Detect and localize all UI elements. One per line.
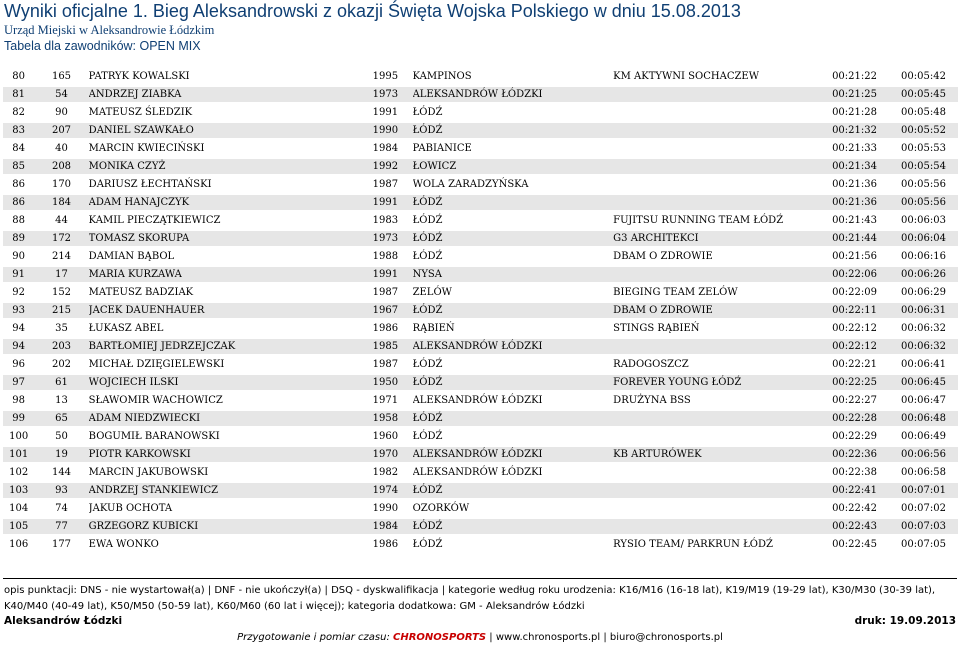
finish-time-cell: 00:22:36	[820, 447, 889, 462]
athlete-name-cell: TOMASZ SKORUPA	[89, 231, 359, 246]
place-cell: 101	[3, 447, 34, 462]
athlete-name-cell: DANIEL SZAWKAŁO	[89, 123, 359, 138]
athlete-name-cell: EWA WONKO	[88, 539, 159, 550]
bib-number-cell: 215	[34, 303, 88, 318]
bib-number-cell: 152	[51, 287, 72, 298]
bib-number-cell: 19	[34, 447, 88, 462]
team-cell	[613, 501, 820, 516]
place-cell: 80	[12, 71, 26, 82]
birth-year-cell: 1987	[372, 287, 399, 298]
bib-number-cell: 65	[34, 411, 88, 426]
bib-number-cell: 13	[55, 395, 68, 406]
scoring-legend: opis punktacji: DNS - nie wystartował(a) | DNF - nie ukończył(a) | DSQ - dyskwalifikacja | kategorie według roku urodzenia: K16/M16 (16-18 lat), K19/M19 (19-29 lat), K30/M30 (30-39 lat), K40/M40 (40-49 lat), K50/M50 (50-59 lat), K60/M60 (60 lat i więcej); kategoria dodatkowa: GM - Aleksandrów Łódzki	[4, 585, 936, 612]
bib-number-cell: 144	[51, 467, 72, 478]
pace-cell: 00:06:45	[889, 375, 958, 390]
finish-time-cell: 00:22:09	[832, 287, 877, 298]
bib-number-cell: 214	[51, 251, 72, 262]
birth-year-cell: 1991	[358, 195, 412, 210]
results-table	[3, 66, 958, 555]
birth-year-cell: 1967	[358, 303, 412, 318]
birth-year-cell: 1950	[358, 375, 412, 390]
place-cell: 91	[3, 267, 34, 282]
pace-cell: 00:05:56	[889, 195, 958, 210]
team-cell: DBAM O ZDROWIE	[613, 303, 820, 318]
birth-year-cell: 1984	[372, 143, 399, 154]
team-cell	[613, 483, 820, 498]
results-header	[4, 0, 741, 54]
print-date: druk: 19.09.2013	[854, 615, 956, 627]
pace-cell: 00:05:53	[901, 143, 946, 154]
place-cell: 98	[12, 395, 26, 406]
table-row	[3, 69, 958, 84]
athlete-name-cell: BOGUMIŁ BARANOWSKI	[88, 431, 220, 442]
finish-time-cell: 00:21:44	[820, 231, 889, 246]
athlete-name-cell: ADAM NIEDZWIECKI	[89, 411, 359, 426]
finish-time-cell: 00:21:36	[832, 179, 877, 190]
pace-cell: 00:07:05	[901, 539, 946, 550]
finish-time-cell: 00:21:22	[832, 71, 877, 82]
table-row	[3, 465, 958, 480]
bib-number-cell: 74	[55, 503, 68, 514]
place-cell: 103	[3, 483, 34, 498]
place-cell: 86	[12, 179, 26, 190]
bib-number-cell: 202	[51, 359, 72, 370]
page-title: Wyniki oficjalne 1. Bieg Aleksandrowski z okazji Święta Wojska Polskiego w dniu 15.08.2013	[4, 1, 741, 21]
table-row	[3, 105, 958, 120]
athlete-name-cell: ANDRZEJ STANKIEWICZ	[89, 483, 359, 498]
athlete-name-cell: ŁUKASZ ABEL	[88, 323, 164, 334]
pace-cell: 00:06:04	[889, 231, 958, 246]
finish-time-cell: 00:22:27	[832, 395, 877, 406]
athlete-name-cell: SŁAWOMIR WACHOWICZ	[88, 395, 223, 406]
birth-year-cell: 1984	[358, 519, 412, 534]
finish-time-cell: 00:22:29	[832, 431, 877, 442]
team-cell: RYSIO TEAM/ PARKRUN ŁÓDŹ	[613, 539, 773, 550]
city-cell: ŁÓDŹ	[412, 251, 443, 262]
finish-time-cell: 00:22:06	[820, 267, 889, 282]
team-cell	[613, 411, 820, 426]
pace-cell: 00:05:56	[901, 179, 946, 190]
finish-time-cell: 00:21:56	[832, 251, 877, 262]
pace-cell: 00:06:48	[889, 411, 958, 426]
place-cell: 85	[3, 159, 34, 174]
birth-year-cell: 1985	[358, 339, 412, 354]
city-cell: NYSA	[413, 267, 614, 282]
team-cell: RADOGOSZCZ	[613, 359, 689, 370]
pace-cell: 00:05:48	[901, 107, 946, 118]
footer-info-row	[0, 615, 960, 631]
finish-time-cell: 00:22:38	[832, 467, 877, 478]
finish-time-cell: 00:22:12	[820, 339, 889, 354]
page-footer	[0, 578, 960, 645]
place-cell: 102	[9, 467, 29, 478]
team-cell: BIEGING TEAM ZELÓW	[613, 287, 738, 298]
team-cell	[613, 105, 820, 120]
place-cell: 100	[9, 431, 29, 442]
timing-credit	[0, 631, 960, 645]
team-cell	[613, 87, 820, 102]
athlete-name-cell: KAMIL PIECZĄTKIEWICZ	[88, 215, 221, 226]
city-cell: ŁÓDŹ	[413, 303, 614, 318]
finish-time-cell: 00:22:43	[820, 519, 889, 534]
place-cell: 99	[3, 411, 34, 426]
city-cell: ŁÓDŹ	[413, 123, 614, 138]
results-table-body	[3, 69, 958, 552]
pace-cell: 00:05:54	[889, 159, 958, 174]
athlete-name-cell: MARCIN KWIECIŃSKI	[88, 143, 205, 154]
birth-year-cell: 1988	[372, 251, 399, 262]
table-row	[3, 393, 958, 408]
bib-number-cell: 203	[34, 339, 88, 354]
birth-year-cell: 1986	[372, 539, 399, 550]
table-row	[3, 303, 958, 318]
credit-prefix: Przygotowanie i pomiar czasu:	[237, 632, 390, 643]
city-cell: ŁÓDŹ	[413, 483, 614, 498]
finish-time-cell: 00:22:45	[832, 539, 877, 550]
team-cell: KM AKTYWNI SOCHACZEW	[613, 71, 760, 82]
birth-year-cell: 1991	[372, 107, 399, 118]
city-cell: ŁÓDŹ	[413, 195, 614, 210]
city-cell: ŁOWICZ	[413, 159, 614, 174]
finish-time-cell: 00:22:42	[832, 503, 877, 514]
city-cell: ALEKSANDRÓW ŁÓDZKI	[412, 395, 543, 406]
place-cell: 82	[12, 107, 26, 118]
city-cell: ŁÓDŹ	[413, 375, 614, 390]
team-cell	[613, 519, 820, 534]
birth-year-cell: 1990	[372, 503, 399, 514]
athlete-name-cell: MATEUSZ BADZIAK	[88, 287, 194, 298]
team-cell	[613, 429, 820, 444]
city-cell: KAMPINOS	[412, 71, 472, 82]
athlete-name-cell: JACEK DAUENHAUER	[89, 303, 359, 318]
pace-cell: 00:06:16	[901, 251, 946, 262]
place-cell: 106	[9, 539, 29, 550]
finish-time-cell: 00:21:25	[820, 87, 889, 102]
footer-divider	[3, 578, 957, 579]
table-row	[3, 267, 958, 282]
birth-year-cell: 1995	[372, 71, 399, 82]
place-cell: 104	[9, 503, 29, 514]
athlete-name-cell: MICHAŁ DZIĘGIELEWSKI	[88, 359, 225, 370]
city-cell: ALEKSANDRÓW ŁÓDZKI	[413, 339, 614, 354]
place-cell: 83	[3, 123, 34, 138]
table-row	[3, 159, 958, 174]
athlete-name-cell: MATEUSZ ŚLEDZIK	[88, 107, 193, 118]
birth-year-cell: 1960	[372, 431, 399, 442]
birth-year-cell: 1958	[358, 411, 412, 426]
city-cell: ALEKSANDRÓW ŁÓDZKI	[413, 447, 614, 462]
city-cell: ZELÓW	[412, 287, 452, 298]
finish-time-cell: 00:22:11	[820, 303, 889, 318]
finish-time-cell: 00:21:32	[820, 123, 889, 138]
place-cell: 92	[12, 287, 26, 298]
table-row	[3, 339, 958, 354]
athlete-name-cell: PATRYK KOWALSKI	[88, 71, 190, 82]
table-row	[3, 123, 958, 138]
finish-time-cell: 00:22:12	[832, 323, 877, 334]
pace-cell: 00:05:42	[901, 71, 946, 82]
pace-cell: 00:07:02	[901, 503, 946, 514]
bib-number-cell: 207	[34, 123, 88, 138]
birth-year-cell: 1973	[358, 231, 412, 246]
table-row	[3, 519, 958, 534]
team-cell	[613, 195, 820, 210]
team-cell	[613, 123, 820, 138]
table-row	[3, 231, 958, 246]
finish-time-cell: 00:22:25	[820, 375, 889, 390]
birth-year-cell: 1982	[372, 467, 399, 478]
table-row	[3, 285, 958, 300]
pace-cell: 00:06:56	[889, 447, 958, 462]
birth-year-cell: 1991	[358, 267, 412, 282]
finish-time-cell: 00:21:36	[820, 195, 889, 210]
place-cell: 96	[12, 359, 26, 370]
pace-cell: 00:06:26	[889, 267, 958, 282]
table-row	[3, 141, 958, 156]
bib-number-cell: 208	[34, 159, 88, 174]
event-location: Aleksandrów Łódzki	[4, 615, 123, 627]
pace-cell: 00:06:31	[889, 303, 958, 318]
table-row	[3, 447, 958, 462]
table-row	[3, 411, 958, 426]
team-cell: KB ARTURÓWEK	[613, 447, 820, 462]
place-cell: 105	[3, 519, 34, 534]
team-cell	[613, 267, 820, 282]
city-cell: ŁÓDŹ	[412, 215, 443, 226]
table-row	[3, 501, 958, 516]
athlete-name-cell: BARTŁOMIEJ JEDRZEJCZAK	[89, 339, 359, 354]
place-cell: 88	[12, 215, 26, 226]
athlete-name-cell: PIOTR KARKOWSKI	[89, 447, 359, 462]
city-cell: ŁÓDŹ	[412, 431, 443, 442]
pace-cell: 00:05:45	[889, 87, 958, 102]
pace-cell: 00:07:03	[889, 519, 958, 534]
table-row	[3, 375, 958, 390]
table-subtitle: Tabela dla zawodników: OPEN MIX	[4, 39, 201, 53]
team-cell: FUJITSU RUNNING TEAM ŁÓDŹ	[613, 215, 784, 226]
athlete-name-cell: DAMIAN BĄBOL	[88, 251, 175, 262]
finish-time-cell: 00:21:28	[832, 107, 877, 118]
city-cell: ALEKSANDRÓW ŁÓDZKI	[413, 87, 614, 102]
city-cell: PABIANICE	[412, 143, 472, 154]
place-cell: 89	[3, 231, 34, 246]
bib-number-cell: 184	[34, 195, 88, 210]
birth-year-cell: 1970	[358, 447, 412, 462]
birth-year-cell: 1973	[358, 87, 412, 102]
team-cell	[613, 159, 820, 174]
finish-time-cell: 00:22:41	[820, 483, 889, 498]
place-cell: 84	[12, 143, 26, 154]
bib-number-cell: 77	[34, 519, 88, 534]
bib-number-cell: 44	[55, 215, 68, 226]
birth-year-cell: 1983	[372, 215, 399, 226]
bib-number-cell: 35	[55, 323, 68, 334]
athlete-name-cell: MARCIN JAKUBOWSKI	[88, 467, 209, 478]
pace-cell: 00:06:03	[901, 215, 946, 226]
bib-number-cell: 165	[51, 71, 72, 82]
athlete-name-cell: GRZEGORZ KUBICKI	[89, 519, 359, 534]
pace-cell: 00:06:41	[901, 359, 946, 370]
team-cell: DRUŻYNA BSS	[613, 395, 691, 406]
bib-number-cell: 54	[34, 87, 88, 102]
athlete-name-cell: JAKUB OCHOTA	[88, 503, 173, 514]
birth-year-cell: 1987	[372, 179, 399, 190]
place-cell: 93	[3, 303, 34, 318]
team-cell: STINGS RĄBIEŃ	[613, 323, 700, 334]
city-cell: ŁÓDŹ	[412, 107, 443, 118]
table-row	[3, 249, 958, 264]
city-cell: ŁÓDŹ	[413, 411, 614, 426]
place-cell: 90	[12, 251, 26, 262]
bib-number-cell: 93	[34, 483, 88, 498]
place-cell: 94	[3, 339, 34, 354]
birth-year-cell: 1992	[358, 159, 412, 174]
athlete-name-cell: MONIKA CZYŻ	[89, 159, 359, 174]
team-cell	[613, 141, 820, 156]
athlete-name-cell: ANDRZEJ ZIABKA	[89, 87, 359, 102]
bib-number-cell: 172	[34, 231, 88, 246]
city-cell: WOLA ZARADZYŃSKA	[412, 179, 529, 190]
birth-year-cell: 1974	[358, 483, 412, 498]
team-cell: DBAM O ZDROWIE	[613, 251, 713, 262]
table-row	[3, 429, 958, 444]
bib-number-cell: 50	[55, 431, 68, 442]
place-cell: 94	[12, 323, 26, 334]
team-cell: FOREVER YOUNG ŁÓDŹ	[613, 375, 820, 390]
place-cell: 86	[3, 195, 34, 210]
pace-cell: 00:06:29	[901, 287, 946, 298]
bib-number-cell: 61	[34, 375, 88, 390]
table-row	[3, 321, 958, 336]
table-row	[3, 483, 958, 498]
city-cell: ALEKSANDRÓW ŁÓDZKI	[412, 467, 543, 478]
athlete-name-cell: ADAM HANAJCZYK	[89, 195, 359, 210]
finish-time-cell: 00:22:21	[832, 359, 877, 370]
athlete-name-cell: DARIUSZ ŁECHTAŃSKI	[88, 179, 212, 190]
bib-number-cell: 40	[55, 143, 68, 154]
credit-contacts: | www.chronosports.pl | biuro@chronosports.pl	[489, 632, 723, 643]
pace-cell: 00:06:32	[901, 323, 946, 334]
city-cell: RĄBIEŃ	[412, 323, 455, 334]
city-cell: ŁÓDŹ	[413, 231, 614, 246]
finish-time-cell: 00:21:34	[820, 159, 889, 174]
finish-time-cell: 00:22:28	[820, 411, 889, 426]
pace-cell: 00:05:52	[889, 123, 958, 138]
birth-year-cell: 1987	[372, 359, 399, 370]
birth-year-cell: 1986	[372, 323, 399, 334]
bib-number-cell: 177	[51, 539, 72, 550]
table-row	[3, 87, 958, 102]
bib-number-cell: 17	[34, 267, 88, 282]
place-cell: 97	[3, 375, 34, 390]
finish-time-cell: 00:21:33	[832, 143, 877, 154]
pace-cell: 00:06:58	[901, 467, 946, 478]
table-row	[3, 177, 958, 192]
pace-cell: 00:06:49	[901, 431, 946, 442]
city-cell: OZORKÓW	[412, 503, 470, 514]
organizer-name: Urząd Miejski w Aleksandrowie Łódzkim	[4, 23, 215, 37]
bib-number-cell: 170	[51, 179, 72, 190]
table-row	[3, 357, 958, 372]
athlete-name-cell: WOJCIECH ILSKI	[89, 375, 359, 390]
athlete-name-cell: MARIA KURZAWA	[89, 267, 359, 282]
chronosports-logo: CHRONOSPORTS	[393, 632, 487, 643]
pace-cell: 00:07:01	[889, 483, 958, 498]
table-row	[3, 213, 958, 228]
pace-cell: 00:06:32	[889, 339, 958, 354]
team-cell	[613, 465, 820, 480]
bib-number-cell: 90	[55, 107, 68, 118]
table-row	[3, 195, 958, 210]
team-cell: G3 ARCHITEKCI	[613, 231, 820, 246]
birth-year-cell: 1990	[358, 123, 412, 138]
table-row	[3, 537, 958, 552]
team-cell	[613, 339, 820, 354]
finish-time-cell: 00:21:43	[832, 215, 877, 226]
city-cell: ŁÓDŹ	[412, 539, 443, 550]
pace-cell: 00:06:47	[901, 395, 946, 406]
birth-year-cell: 1971	[372, 395, 399, 406]
place-cell: 81	[3, 87, 34, 102]
city-cell: ŁÓDŹ	[412, 359, 443, 370]
city-cell: ŁÓDŹ	[413, 519, 614, 534]
team-cell	[613, 177, 820, 192]
